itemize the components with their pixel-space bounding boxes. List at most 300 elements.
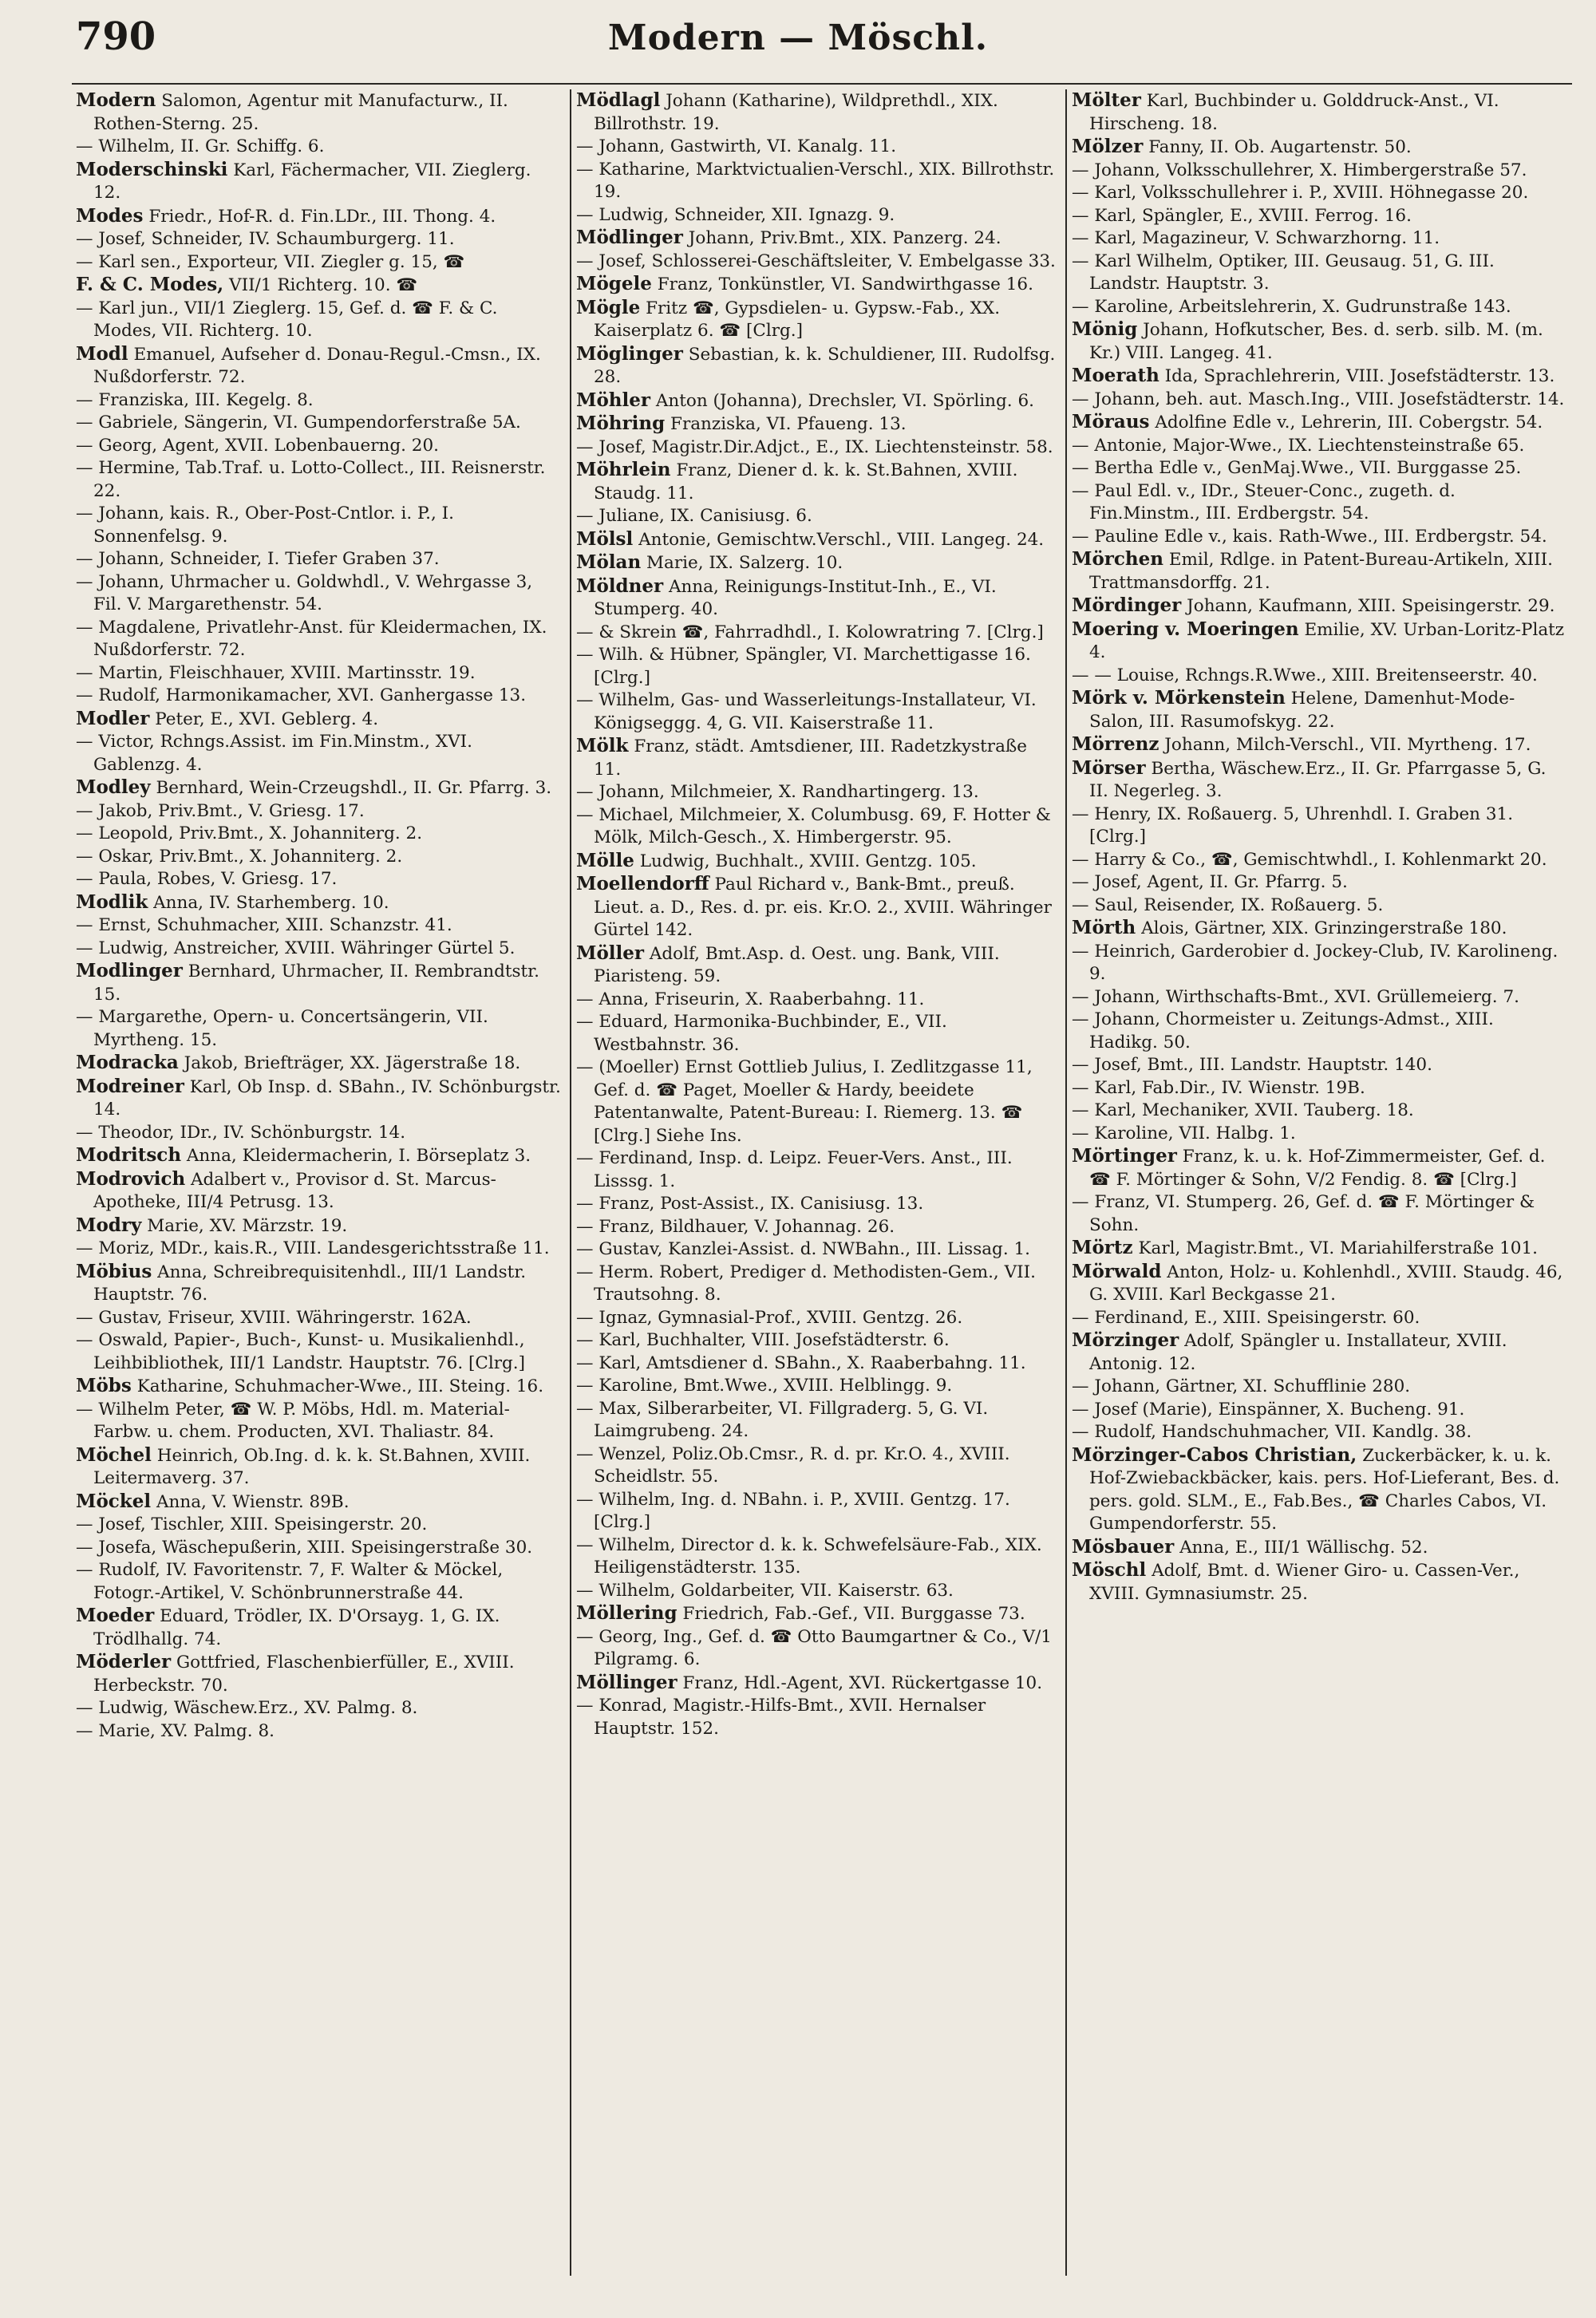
entry-text: — Johann, Uhrmacher u. Goldwhdl., V. Wehrgasse 3, Fil. V. Margarethenstr. 54.: [76, 571, 533, 614]
entry-surname: Mölsl: [576, 527, 634, 550]
entry-text: — Bertha Edle v., GenMaj.Wwe., VII. Burggasse 25.: [1072, 458, 1522, 478]
entry-surname: Mölan: [576, 551, 642, 573]
directory-entry: [576, 1238, 1059, 1262]
directory-entry: [1072, 871, 1566, 894]
directory-entry: [576, 1352, 1059, 1376]
entry-text: — Gustav, Friseur, XVIII. Währingerstr. 162A.: [76, 1307, 472, 1328]
directory-entry: [76, 89, 563, 136]
directory-entry: [1072, 1376, 1566, 1399]
directory-entry: [76, 914, 563, 938]
directory-entry: [76, 136, 563, 159]
entry-text: — Johann, beh. aut. Masch.Ing., VIII. Josefstädterstr. 14.: [1072, 389, 1565, 409]
entry-text: — Karoline, VII. Halbg. 1.: [1072, 1123, 1296, 1143]
entry-text: — Magdalene, Privatlehr-Anst. für Kleidermachen, IX. Nußdorferstr. 72.: [76, 617, 547, 660]
entry-text: — Karl sen., Exporteur, VII. Ziegler g. 15, ☎: [76, 251, 465, 272]
directory-entry: [576, 159, 1059, 204]
directory-entry: [76, 960, 563, 1006]
directory-entry: [76, 503, 563, 548]
directory-entry: [576, 1262, 1059, 1307]
entry-text: — Ernst, Schuhmacher, XIII. Schanzstr. 41.: [76, 915, 452, 935]
entry-text: — Jakob, Priv.Bmt., V. Griesg. 17.: [76, 800, 365, 821]
entry-text: — Karl, Magazineur, V. Schwarzhorng. 11.: [1072, 228, 1440, 248]
entry-text: — Johann, kais. R., Ober-Post-Cntlor. i. P., I. Sonnenfelsg. 9.: [76, 503, 454, 547]
directory-entry: [1072, 227, 1566, 251]
directory-entry: [76, 389, 563, 413]
directory-entry: [76, 708, 563, 732]
directory-entry: [1072, 89, 1566, 136]
directory-entry: [76, 274, 563, 298]
entry-text: — Konrad, Magistr.-Hilfs-Bmt., XVII. Hernalser Hauptstr. 152.: [576, 1696, 986, 1739]
entry-text: — Gustav, Kanzlei-Assist. d. NWBahn., III. Lissag. 1.: [576, 1239, 1031, 1259]
entry-text: Franz, k. u. k. Hof-Zimmermeister, Gef. d. ☎ F. Mörtinger & Sohn, V/2 Fendig. 8. ☎ [Clrg.]: [1089, 1147, 1546, 1190]
entry-surname: Mösbauer: [1072, 1535, 1175, 1558]
entry-text: — Paula, Robes, V. Griesg. 17.: [76, 869, 338, 889]
directory-entry: [76, 1238, 563, 1261]
directory-entry: [1072, 160, 1566, 183]
entry-surname: Moellendorff: [576, 873, 709, 894]
directory-entry: [76, 298, 563, 343]
directory-entry: [1072, 804, 1566, 849]
entry-surname: Modern: [76, 89, 156, 111]
entry-text: — Karoline, Bmt.Wwe., XVIII. Helblingg. 9.: [576, 1376, 953, 1396]
directory-entry: [576, 505, 1059, 528]
directory-entry: [1072, 457, 1566, 480]
directory-entry: [76, 159, 563, 205]
entry-text: Friedrich, Fab.-Gef., VII. Burggasse 73.: [682, 1604, 1025, 1624]
directory-entry: [576, 551, 1059, 575]
entry-text: Johann, Priv.Bmt., XIX. Panzerg. 24.: [688, 228, 1001, 248]
entry-surname: Möraus: [1072, 411, 1150, 432]
entry-text: — Karl, Amtsdiener d. SBahn., X. Raaberbahng. 11.: [576, 1352, 1026, 1373]
directory-entry: [576, 1216, 1059, 1239]
entry-text: — — Louise, Rchngs.R.Wwe., XIII. Breitenseerstr. 40.: [1072, 665, 1538, 685]
entry-surname: Modlik: [76, 890, 148, 913]
directory-entry: [1072, 365, 1566, 389]
directory-entry: [1072, 1191, 1566, 1237]
entry-text: — Max, Silberarbeiter, VI. Fillgraderg. 5, G. VI. Laimgrubeng. 24.: [576, 1398, 989, 1441]
entry-surname: Mörzinger-Cabos Christian,: [1072, 1443, 1357, 1466]
entry-text: — Oskar, Priv.Bmt., X. Johanniterg. 2.: [76, 846, 403, 867]
entry-text: — Josef, Magistr.Dir.Adjct., E., IX. Liechtensteinstr. 58.: [576, 436, 1053, 457]
entry-surname: Möderler: [76, 1651, 172, 1672]
directory-entry: [576, 1329, 1059, 1352]
directory-entry: [576, 1580, 1059, 1603]
directory-entry: [76, 1122, 563, 1145]
directory-entry: [576, 459, 1059, 505]
entry-surname: Moering v. Moeringen: [1072, 618, 1299, 640]
entry-text: Fanny, II. Ob. Augartenstr. 50.: [1148, 137, 1412, 157]
entry-text: — Paul Edl. v., IDr., Steuer-Conc., zugeth. d. Fin.Minstm., III. Erdbergstr. 54.: [1072, 480, 1456, 523]
entry-surname: Mörrenz: [1072, 733, 1159, 755]
entry-surname: Möhrlein: [576, 459, 671, 480]
entry-text: Anton (Johanna), Drechsler, VI. Spörling. 6.: [655, 390, 1034, 411]
directory-entry: [76, 1052, 563, 1076]
entry-text: — Marie, XV. Palmg. 8.: [76, 1720, 275, 1741]
directory-entry: [576, 273, 1059, 297]
entry-surname: Mölle: [576, 849, 634, 871]
directory-entry: [1072, 986, 1566, 1009]
entry-text: Gottfried, Flaschenbierfüller, E., XVIII. Herbeckstr. 70.: [93, 1653, 515, 1696]
entry-text: — Wilhelm Peter, ☎ W. P. Möbs, Hdl. m. Material-Farbw. u. chem. Producten, XVI. Thaliastr. 84.: [76, 1399, 510, 1442]
entry-surname: Möhler: [576, 389, 651, 411]
entry-text: — & Skrein ☎, Fahrradhdl., I. Kolowratring 7. [Clrg.]: [576, 622, 1044, 642]
directory-entry: [1072, 411, 1566, 435]
entry-text: Anton, Holz- u. Kohlenhdl., XVIII. Staudg. 46, G. XVIII. Karl Beckgasse 21.: [1089, 1262, 1563, 1305]
entry-text: — Georg, Agent, XVII. Lobenbauerng. 20.: [76, 435, 439, 456]
directory-entry: [576, 297, 1059, 343]
entry-text: — Saul, Reisender, IX. Roßauerg. 5.: [1072, 894, 1384, 915]
entry-text: — Josef, Bmt., III. Landstr. Hauptstr. 140.: [1072, 1055, 1432, 1075]
directory-entry: [1072, 1100, 1566, 1123]
directory-entry: [76, 1559, 563, 1605]
directory-entry: [76, 1076, 563, 1122]
header-rule: [72, 83, 1572, 85]
entry-text: — Wilhelm, Gas- und Wasserleitungs-Installateur, VI. Königseggg. 4, G. VII. Kaiserstraße 11.: [576, 690, 1037, 733]
entry-text: — Josef, Agent, II. Gr. Pfarrg. 5.: [1072, 872, 1348, 892]
entry-text: — Oswald, Papier-, Buch-, Kunst- u. Musikalienhdl., Leihbibliothek, III/1 Landstr. Hauptstr. 76. [Clrg.]: [76, 1330, 526, 1373]
entry-text: Anna, V. Wienstr. 89B.: [156, 1491, 350, 1512]
directory-entry: [576, 1056, 1059, 1147]
directory-entry: [76, 1214, 563, 1238]
entry-text: — Ferdinand, Insp. d. Leipz. Feuer-Vers. Anst., III. Lisssg. 1.: [576, 1148, 1013, 1191]
entry-surname: Moderschinski: [76, 158, 228, 180]
directory-entry: [1072, 1077, 1566, 1100]
entry-surname: Möglinger: [576, 342, 683, 365]
directory-entry: [1072, 917, 1566, 941]
entry-surname: Modlinger: [76, 960, 183, 981]
entry-surname: Möllinger: [576, 1671, 678, 1693]
directory-entry: [76, 1605, 563, 1651]
directory-entry: [1072, 1009, 1566, 1054]
directory-entry: [576, 873, 1059, 942]
entry-text: Anna, Schreibrequisitenhdl., III/1 Landstr. Hauptstr. 76.: [93, 1262, 527, 1305]
entry-text: — Josefa, Wäschepußerin, XIII. Speisingerstraße 30.: [76, 1537, 533, 1558]
entry-text: — Johann, Chormeister u. Zeitungs-Admst., XIII. Hadikg. 50.: [1072, 1009, 1494, 1052]
directory-entry: [576, 227, 1059, 251]
directory-entry: [576, 251, 1059, 274]
entry-text: — Rudolf, Harmonikamacher, XVI. Ganhergasse 13.: [76, 685, 527, 705]
directory-entry: [76, 435, 563, 458]
directory-entry: [1072, 849, 1566, 872]
directory-entry: [576, 1307, 1059, 1330]
directory-entry: [576, 528, 1059, 552]
directory-entry: [76, 571, 563, 617]
entry-surname: Modes: [76, 204, 144, 227]
directory-entry: [1072, 1307, 1566, 1330]
entry-text: — Harry & Co., ☎, Gemischtwhdl., I. Kohlenmarkt 20.: [1072, 849, 1547, 870]
entry-text: Heinrich, Ob.Ing. d. k. k. St.Bahnen, XVIII. Leitermaverg. 37.: [93, 1445, 531, 1488]
entry-text: — Michael, Milchmeier, X. Columbusg. 69, F. Hotter & Mölk, Milch-Gesch., X. Himbergerstr. 95.: [576, 804, 1051, 847]
directory-entry: [576, 850, 1059, 874]
entry-surname: Möhring: [576, 413, 666, 434]
directory-entry: [1072, 389, 1566, 412]
directory-entry: [576, 1398, 1059, 1443]
entry-surname: Möchel: [76, 1443, 152, 1466]
entry-surname: Mörtinger: [1072, 1145, 1177, 1167]
entry-surname: Modler: [76, 707, 150, 729]
entry-text: Johann, Hofkutscher, Bes. d. serb. silb. M. (m. Kr.) VIII. Langeg. 41.: [1089, 320, 1543, 363]
entry-text: — Eduard, Harmonika-Buchbinder, E., VII. Westbahnstr. 36.: [576, 1012, 947, 1055]
entry-text: — Karoline, Arbeitslehrerin, X. Gudrunstraße 143.: [1072, 296, 1511, 317]
entry-text: — Josef (Marie), Einspänner, X. Bucheng. 91.: [1072, 1399, 1465, 1420]
entry-surname: Modritsch: [76, 1144, 182, 1166]
entry-text: — Hermine, Tab.Traf. u. Lotto-Collect., III. Reisnerstr. 22.: [76, 458, 546, 501]
entry-text: Bernhard, Wein-Crzeugshdl., II. Gr. Pfarrg. 3.: [156, 778, 552, 798]
entry-text: Johann (Katharine), Wildprethdl., XIX. Billrothstr. 19.: [594, 91, 998, 134]
entry-text: — Herm. Robert, Prediger d. Methodisten-Gem., VII. Trautsohng. 8.: [576, 1262, 1036, 1305]
entry-surname: Modry: [76, 1214, 142, 1236]
entry-surname: Möbius: [76, 1260, 152, 1282]
directory-entry: [76, 1514, 563, 1537]
entry-text: Adolfine Edle v., Lehrerin, III. Cobergstr. 54.: [1155, 413, 1543, 432]
directory-entry: [1072, 296, 1566, 319]
directory-entry: [76, 1697, 563, 1720]
entry-text: Emilie, XV. Urban-Loritz-Platz 4.: [1089, 619, 1565, 662]
entry-text: — Johann, Gastwirth, VI. Kanalg. 11.: [576, 136, 897, 156]
directory-entry: [1072, 1054, 1566, 1077]
entry-surname: Mörzinger: [1072, 1329, 1179, 1351]
entry-text: — Wenzel, Poliz.Ob.Cmsr., R. d. pr. Kr.O. 4., XVIII. Scheidlstr. 55.: [576, 1443, 1010, 1487]
directory-entry: [576, 389, 1059, 413]
directory-entry: [576, 1695, 1059, 1740]
directory-entry: [76, 617, 563, 662]
entry-surname: Modreiner: [76, 1075, 184, 1097]
directory-entry: [576, 989, 1059, 1012]
entry-surname: Mölk: [576, 735, 629, 756]
directory-entry: [1072, 665, 1566, 688]
directory-entry: [1072, 941, 1566, 986]
entry-text: Paul Richard v., Bank-Bmt., preuß. Lieut. a. D., Res. d. pr. eis. Kr.O. 2., XVIII. Währinger Gürtel 142.: [594, 875, 1052, 940]
entry-text: Bertha, Wäschew.Erz., II. Gr. Pfarrgasse 5, G. II. Negerleg. 3.: [1089, 758, 1547, 801]
entry-text: — Johann, Volksschullehrer, X. Himbergerstraße 57.: [1072, 160, 1527, 180]
directory-entry: [76, 731, 563, 776]
entry-text: — Juliane, IX. Canisiusg. 6.: [576, 506, 812, 526]
entry-text: — Johann, Wirthschafts-Bmt., XVI. Grüllemeierg. 7.: [1072, 986, 1519, 1007]
entry-text: Zuckerbäcker, k. u. k. Hof-Zwiebackbäcker, kais. pers. Hof-Lieferant, Bes. d. pers. gold. SLM., E., Fab.Bes., ☎ Charles Cabos, VI. Gumpendorferstr. 55.: [1089, 1445, 1560, 1534]
directory-entry: [76, 868, 563, 891]
entry-surname: Möckel: [76, 1490, 152, 1512]
entry-text: — Franz, Post-Assist., IX. Canisiusg. 13.: [576, 1194, 924, 1214]
directory-entry: [76, 228, 563, 251]
entry-text: — Antonie, Major-Wwe., IX. Liechtensteinstraße 65.: [1072, 435, 1525, 456]
entry-text: Jakob, Briefträger, XX. Jägerstraße 18.: [184, 1053, 521, 1073]
entry-surname: Möllering: [576, 1602, 678, 1624]
entry-text: — Rudolf, IV. Favoritenstr. 7, F. Walter & Möckel, Fotogr.-Artikel, V. Schönbrunnerstraße 44.: [76, 1560, 504, 1603]
directory-entry: [1072, 1123, 1566, 1146]
entry-text: Franz, Tonkünstler, VI. Sandwirthgasse 16.: [657, 274, 1033, 294]
directory-entry: [1072, 1399, 1566, 1422]
entry-text: — Heinrich, Garderobier d. Jockey-Club, IV. Karolineng. 9.: [1072, 941, 1558, 984]
directory-entry: [76, 891, 563, 915]
entry-text: Ludwig, Buchhalt., XVIII. Gentzg. 105.: [639, 851, 977, 871]
directory-entry: [76, 548, 563, 571]
entry-text: Ida, Sprachlehrerin, VIII. Josefstädterstr. 13.: [1164, 366, 1555, 386]
page-number: 790: [76, 14, 156, 59]
entry-text: VII/1 Richterg. 10. ☎: [229, 275, 418, 295]
entry-text: — Ferdinand, E., XIII. Speisingerstr. 60.: [1072, 1307, 1420, 1328]
directory-entry: [76, 1444, 563, 1491]
entry-surname: Mörth: [1072, 917, 1136, 938]
entry-text: — Anna, Friseurin, X. Raaberbahng. 11.: [576, 989, 925, 1009]
directory-entry: [76, 1399, 563, 1444]
entry-text: — Franziska, III. Kegelg. 8.: [76, 389, 314, 410]
directory-entry: [576, 942, 1059, 989]
directory-entry: [576, 1443, 1059, 1489]
directory-entry: [1072, 894, 1566, 918]
entry-text: Eduard, Trödler, IX. D'Orsayg. 1, G. IX. Trödlhallg. 74.: [93, 1606, 500, 1649]
entry-surname: Mölzer: [1072, 136, 1144, 157]
entry-text: — Martin, Fleischhauer, XVIII. Martinsstr. 19.: [76, 662, 476, 683]
entry-text: — Henry, IX. Roßauerg. 5, Uhrenhdl. I. Graben 31. [Clrg.]: [1072, 804, 1514, 847]
entry-text: — Johann, Schneider, I. Tiefer Graben 37.: [76, 549, 440, 569]
entry-surname: Mörchen: [1072, 548, 1163, 570]
directory-entry: [1072, 733, 1566, 757]
entry-text: Alois, Gärtner, XIX. Grinzingerstraße 180.: [1141, 918, 1507, 938]
entry-text: — Ludwig, Schneider, XII. Ignazg. 9.: [576, 204, 895, 225]
entry-text: — Theodor, IDr., IV. Schönburgstr. 14.: [76, 1122, 406, 1143]
directory-entry: [76, 1144, 563, 1168]
directory-entry: [576, 436, 1059, 460]
entry-text: — Karl, Mechaniker, XVII. Tauberg. 18.: [1072, 1100, 1414, 1120]
column-divider: [570, 89, 571, 2276]
directory-entry: [76, 251, 563, 274]
entry-surname: Möller: [576, 942, 645, 964]
directory-entry: [76, 1307, 563, 1330]
entry-surname: Modracka: [76, 1052, 179, 1073]
entry-text: — (Moeller) Ernst Gottlieb Julius, I. Zedlitzgasse 11, Gef. d. ☎ Paget, Moeller & Hardy, beeidete Patentanwalte, Patent-Bureau: I. Riemerg. 13. ☎ [Clrg.] Siehe Ins.: [576, 1057, 1033, 1146]
directory-entry: [1072, 594, 1566, 618]
directory-entry: [576, 89, 1059, 136]
directory-entry: [76, 662, 563, 685]
entry-text: — Ludwig, Wäschew.Erz., XV. Palmg. 8.: [76, 1698, 418, 1718]
entry-text: Franz, städt. Amtsdiener, III. Radetzkystraße 11.: [594, 736, 1027, 780]
entry-text: — Karl, Spängler, E., XVIII. Ferrog. 16.: [1072, 205, 1412, 226]
entry-text: Bernhard, Uhrmacher, II. Rembrandtstr. 15.: [93, 962, 539, 1005]
directory-entry: [1072, 318, 1566, 365]
entry-text: Anna, Reinigungs-Institut-Inh., E., VI. Stumperg. 40.: [594, 576, 997, 619]
directory-entry: [576, 644, 1059, 689]
directory-entry: [76, 343, 563, 389]
directory-entry: [76, 1168, 563, 1214]
entry-text: — Josef, Tischler, XIII. Speisingerstr. 20.: [76, 1514, 428, 1534]
entry-text: Katharine, Schuhmacher-Wwe., III. Steing. 16.: [136, 1376, 544, 1396]
directory-entry: [1072, 136, 1566, 160]
entry-text: Adolf, Spängler u. Installateur, XVIII. Antonig. 12.: [1089, 1331, 1507, 1374]
directory-entry: [576, 204, 1059, 227]
directory-entry: [1072, 1145, 1566, 1191]
entry-text: — Johann, Gärtner, XI. Schufflinie 280.: [1072, 1376, 1411, 1396]
entry-surname: Möldner: [576, 575, 664, 597]
entry-text: — Josef, Schlosserei-Geschäftsleiter, V. Embelgasse 33.: [576, 251, 1056, 271]
directory-entry: [76, 1261, 563, 1307]
entry-text: Emanuel, Aufseher d. Donau-Regul.-Cmsn., IX. Nußdorferstr. 72.: [93, 344, 541, 387]
entry-surname: Moerath: [1072, 365, 1159, 386]
directory-entry: [576, 781, 1059, 804]
entry-surname: F. & C. Modes,: [76, 274, 224, 295]
entry-text: — Josef, Schneider, IV. Schaumburgerg. 11.: [76, 229, 455, 249]
directory-entry: [576, 1602, 1059, 1626]
column-2: [576, 89, 1059, 2292]
page-header: [0, 0, 1596, 88]
column-1: [76, 89, 563, 2292]
directory-entry: [576, 735, 1059, 781]
entry-text: — Wilhelm, Director d. k. k. Schwefelsäure-Fab., XIX. Heiligenstädterstr. 135.: [576, 1534, 1042, 1578]
directory-entry: [1072, 205, 1566, 228]
entry-text: — Wilhelm, II. Gr. Schiffg. 6.: [76, 136, 325, 156]
entry-text: — Victor, Rchngs.Assist. im Fin.Minstm., XVI. Gablenzg. 4.: [76, 732, 472, 775]
entry-surname: Mörtz: [1072, 1237, 1133, 1258]
entry-surname: Mödlinger: [576, 227, 683, 248]
entry-text: Adolf, Bmt.Asp. d. Oest. ung. Bank, VIII. Piaristeng. 59.: [594, 943, 1000, 986]
entry-text: — Franz, Bildhauer, V. Johannag. 26.: [576, 1216, 895, 1237]
entry-text: Peter, E., XVI. Geblerg. 4.: [155, 709, 379, 729]
directory-entry: [76, 1651, 563, 1697]
entry-text: — Rudolf, Handschuhmacher, VII. Kandlg. 38.: [1072, 1422, 1472, 1442]
entry-surname: Mörser: [1072, 756, 1146, 779]
entry-text: — Karl Wilhelm, Optiker, III. Geusaug. 51, G. III. Landstr. Hauptstr. 3.: [1072, 251, 1495, 294]
entry-text: Anna, E., III/1 Wällischg. 52.: [1179, 1537, 1428, 1558]
directory-entry: [76, 1491, 563, 1514]
entry-surname: Mördinger: [1072, 594, 1182, 616]
entry-text: Franz, Hdl.-Agent, XVI. Rückertgasse 10.: [682, 1672, 1043, 1693]
entry-text: Adolf, Bmt. d. Wiener Giro- u. Cassen-Ver., XVIII. Gymnasiumstr. 25.: [1089, 1561, 1520, 1604]
entry-text: — Moriz, MDr., kais.R., VIII. Landesgerichtsstraße 11.: [76, 1238, 550, 1258]
directory-entry: [76, 205, 563, 229]
entry-text: Franziska, VI. Pfaueng. 13.: [670, 414, 907, 434]
directory-entry: [76, 1006, 563, 1052]
directory-entry: [576, 1489, 1059, 1534]
entry-text: Friedr., Hof-R. d. Fin.LDr., III. Thong. 4.: [148, 206, 496, 227]
directory-entry: [576, 1672, 1059, 1696]
entry-text: — Katharine, Marktvictualien-Verschl., XIX. Billrothstr. 19.: [576, 159, 1055, 202]
entry-surname: Möschl: [1072, 1559, 1147, 1581]
entry-text: — Wilhelm, Ing. d. NBahn. i. P., XVIII. Gentzg. 17. [Clrg.]: [576, 1489, 1010, 1532]
directory-entry: [576, 413, 1059, 436]
directory-entry: [576, 804, 1059, 850]
directory-entry: [1072, 182, 1566, 205]
directory-entry: [576, 689, 1059, 735]
directory-entry: [1072, 435, 1566, 458]
entry-text: — Gabriele, Sängerin, VI. Gumpendorferstraße 5A.: [76, 413, 521, 432]
entry-text: Marie, IX. Salzerg. 10.: [646, 553, 843, 573]
directory-entry: [76, 1329, 563, 1375]
directory-entry: [576, 1011, 1059, 1056]
entry-text: Anna, Kleidermacherin, I. Börseplatz 3.: [186, 1146, 531, 1166]
entry-surname: Mörwald: [1072, 1260, 1162, 1282]
running-head: Modern — Möschl.: [607, 18, 989, 58]
column-divider: [1065, 89, 1067, 2276]
directory-entry: [76, 685, 563, 708]
directory-entry: [76, 938, 563, 961]
entry-text: — Karl jun., VII/1 Zieglerg. 15, Gef. d. ☎ F. & C. Modes, VII. Richterg. 10.: [76, 298, 498, 341]
entry-surname: Mörk v. Mörkenstein: [1072, 687, 1286, 709]
entry-text: Franz, Diener d. k. k. St.Bahnen, XVIII. Staudg. 11.: [594, 460, 1018, 503]
entry-surname: Modl: [76, 342, 128, 365]
entry-text: — Margarethe, Opern- u. Concertsängerin, VII. Myrtheng. 15.: [76, 1007, 488, 1050]
directory-entry: [1072, 1329, 1566, 1376]
directory-entry: [576, 1147, 1059, 1193]
entry-text: — Johann, Milchmeier, X. Randhartingerg. 13.: [576, 782, 979, 802]
directory-entry: [76, 1375, 563, 1399]
entry-surname: Mögle: [576, 296, 641, 318]
directory-entry: [1072, 757, 1566, 804]
entry-text: — Ignaz, Gymnasial-Prof., XVIII. Gentzg. 26.: [576, 1307, 963, 1328]
directory-entry: [1072, 251, 1566, 296]
entry-surname: Mödlagl: [576, 89, 661, 111]
entry-text: Salomon, Agentur mit Manufacturw., II. Rothen-Sterng. 25.: [93, 91, 508, 134]
entry-text: Karl, Fächermacher, VII. Zieglerg. 12.: [93, 160, 531, 203]
entry-text: Helene, Damenhut-Mode-Salon, III. Rasumofskyg. 22.: [1089, 689, 1515, 732]
